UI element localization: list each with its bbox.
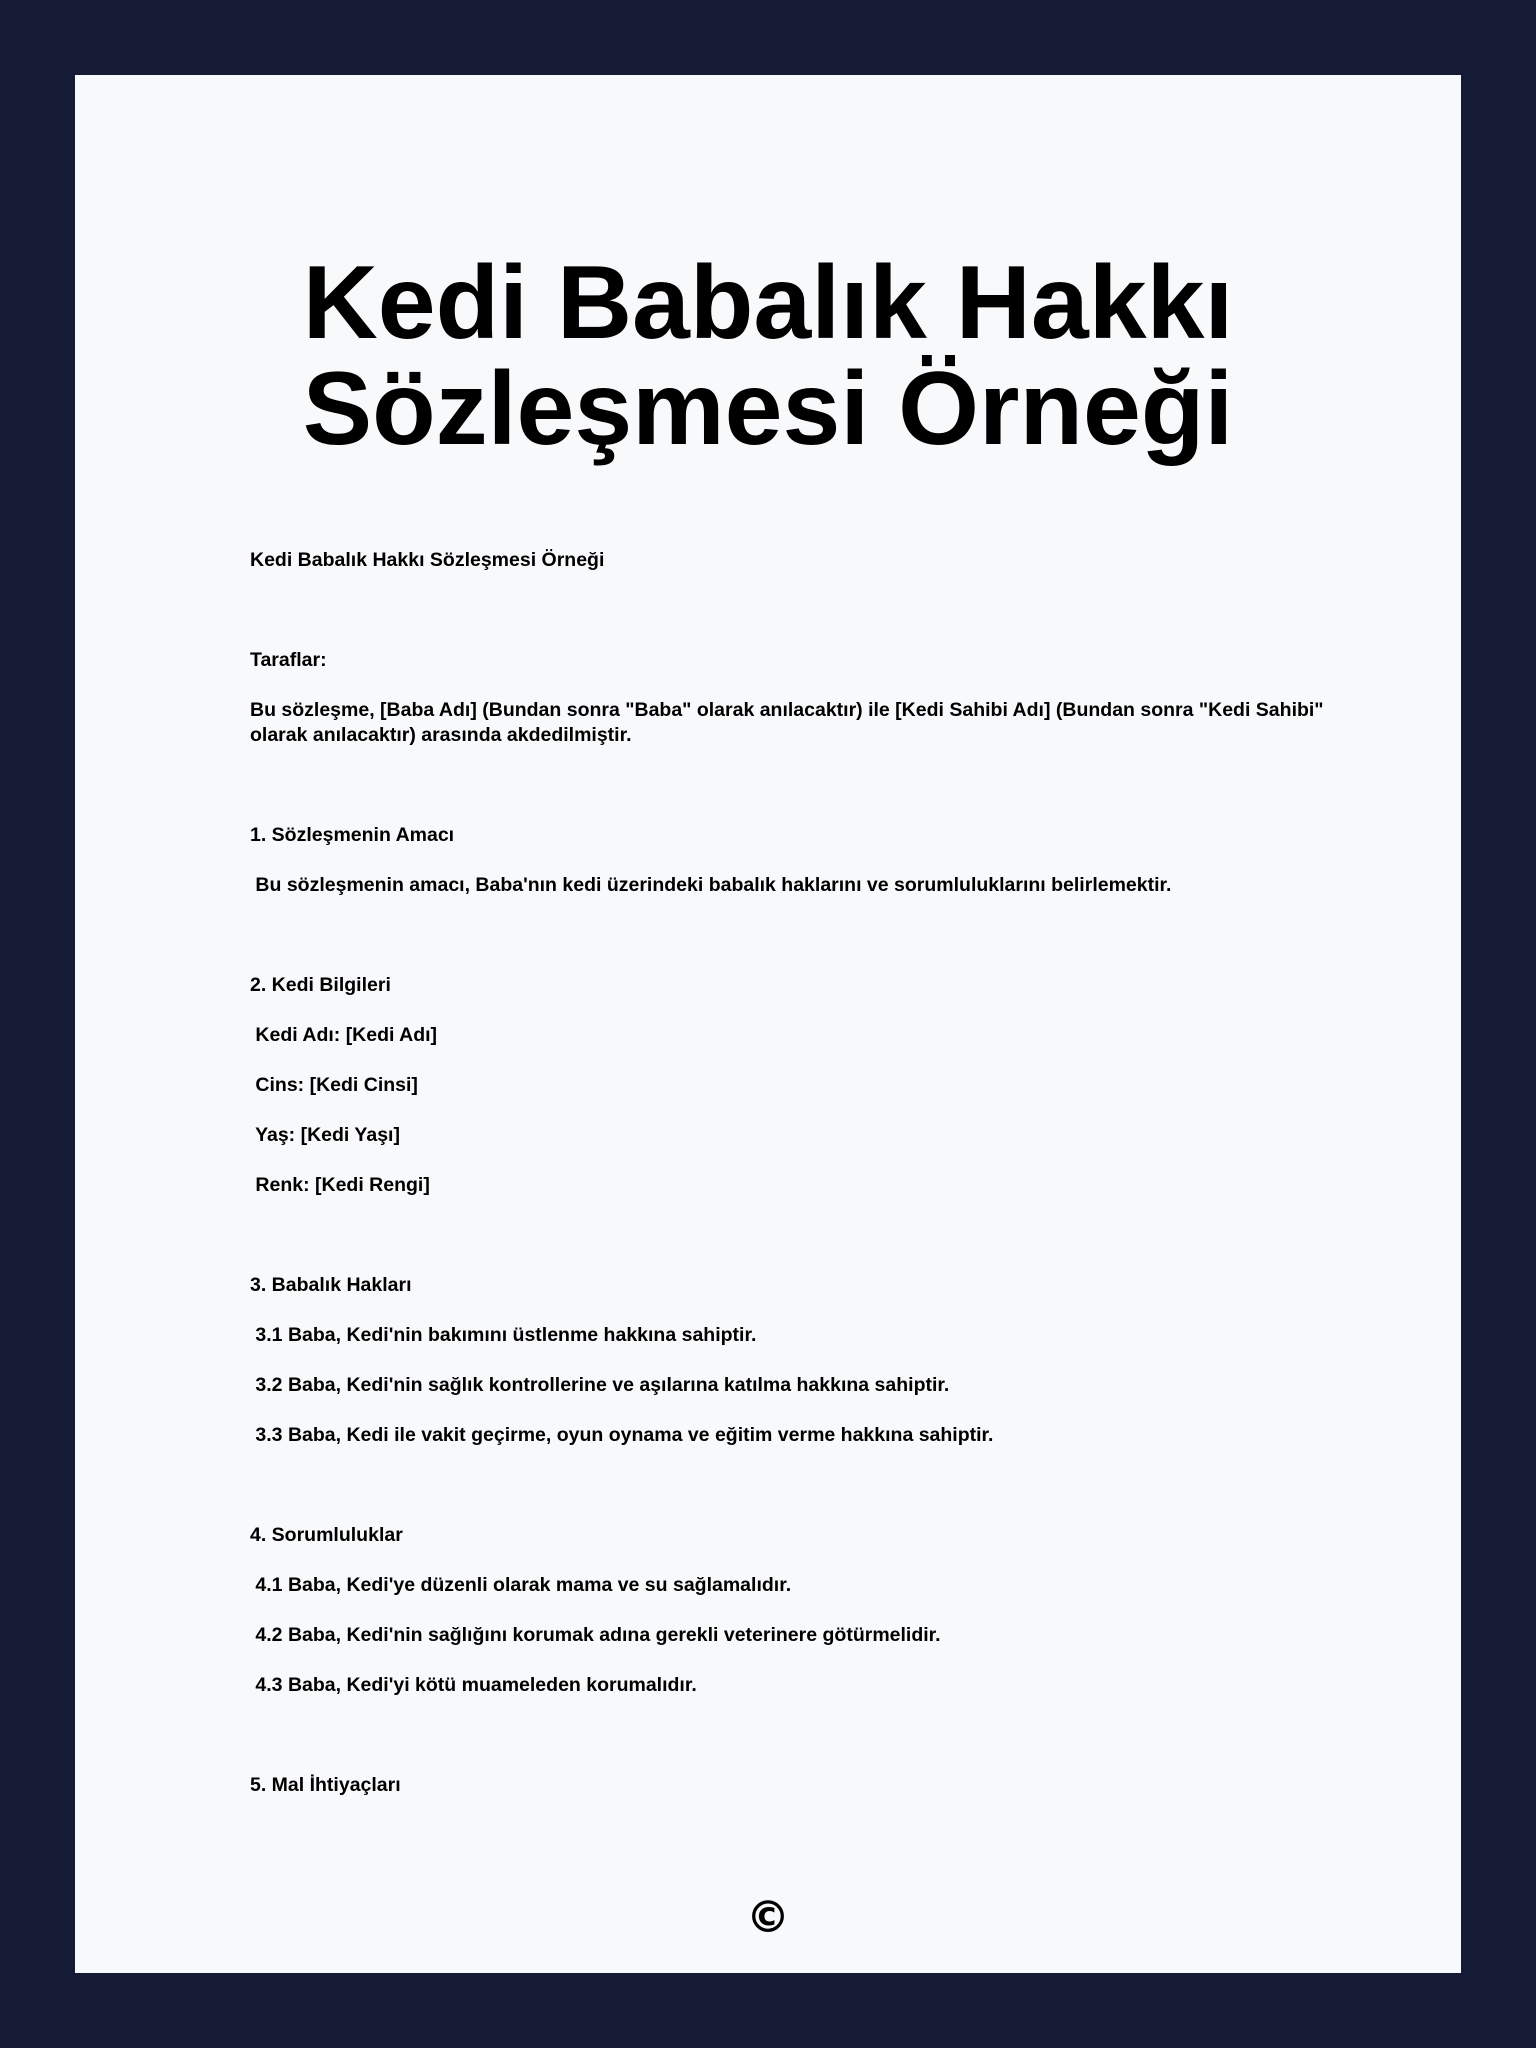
section-heading: 5. Mal İhtiyaçları xyxy=(250,1774,401,1796)
section-line: Yaş: [Kedi Yaşı] xyxy=(250,1124,400,1146)
page-title-line-2: Sözleşmesi Örneği xyxy=(302,351,1234,467)
section-line: Renk: [Kedi Rengi] xyxy=(250,1174,430,1196)
section-line: 3.2 Baba, Kedi'nin sağlık kontrollerine ve aşılarına katılma hakkına sahiptir. xyxy=(250,1374,950,1396)
section-heading: 3. Babalık Hakları xyxy=(250,1274,412,1296)
document-heading: Kedi Babalık Hakkı Sözleşmesi Örneği xyxy=(250,549,605,571)
page-title xyxy=(75,245,1461,467)
section-line: Cins: [Kedi Cinsi] xyxy=(250,1074,418,1096)
section-line: 4.1 Baba, Kedi'ye düzenli olarak mama ve su sağlamalıdır. xyxy=(250,1574,792,1596)
section-line: 4.3 Baba, Kedi'yi kötü muameleden korumalıdır. xyxy=(250,1674,697,1696)
section-heading: 4. Sorumluluklar xyxy=(250,1524,403,1546)
parties-text: Bu sözleşme, [Baba Adı] (Bundan sonra "Baba" olarak anılacaktır) ile [Kedi Sahibi Adı] (Bundan sonra "Kedi Sahibi" olarak anılacaktır) arasında akdedilmiştir. xyxy=(250,699,1324,746)
spacer xyxy=(250,923,1380,973)
section-line: Kedi Adı: [Kedi Adı] xyxy=(250,1024,438,1046)
spacer xyxy=(250,1473,1380,1523)
section-heading: 1. Sözleşmenin Amacı xyxy=(250,824,455,846)
spacer xyxy=(250,1723,1380,1773)
section-line: 3.1 Baba, Kedi'nin bakımını üstlenme hakkına sahiptir. xyxy=(250,1324,757,1346)
spacer xyxy=(250,1223,1380,1273)
page-title-line-1: Kedi Babalık Hakkı xyxy=(302,245,1234,361)
parties-label: Taraflar: xyxy=(250,649,327,671)
document-body xyxy=(250,548,1380,1823)
copyright-icon: © xyxy=(746,1892,790,1943)
spacer xyxy=(250,598,1380,648)
section-line: 4.2 Baba, Kedi'nin sağlığını korumak adına gerekli veterinere götürmelidir. xyxy=(250,1624,941,1646)
section-line: Bu sözleşmenin amacı, Baba'nın kedi üzerindeki babalık haklarını ve sorumluluklarını belirlemektir. xyxy=(250,874,1172,896)
section-line: 3.3 Baba, Kedi ile vakit geçirme, oyun oynama ve eğitim verme hakkına sahiptir. xyxy=(250,1424,994,1446)
spacer xyxy=(250,773,1380,823)
document-page xyxy=(75,75,1461,1973)
section-heading: 2. Kedi Bilgileri xyxy=(250,974,391,996)
